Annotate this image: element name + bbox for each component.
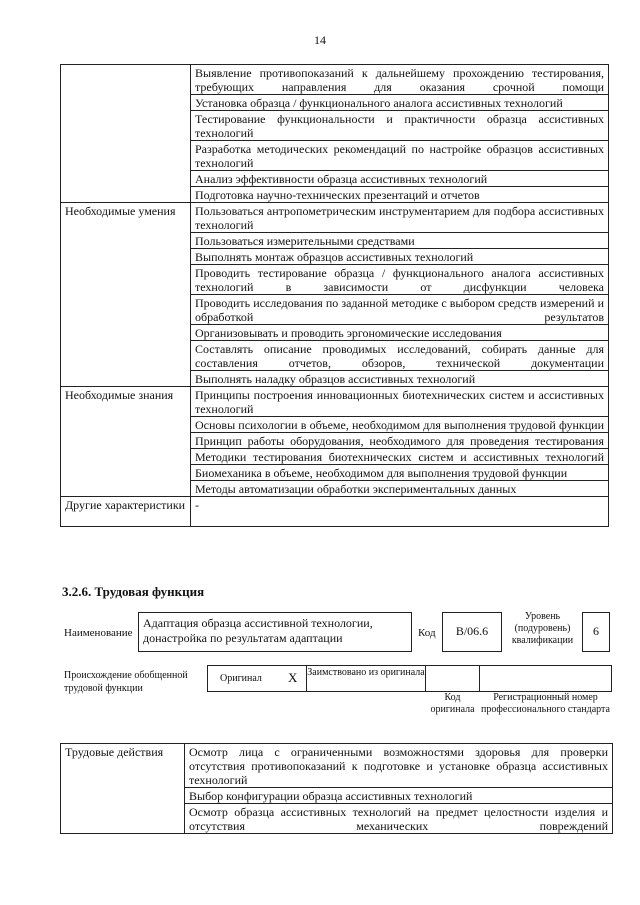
table-cell: Биомеханика в объеме, необходимом для выполнения трудовой функции [191, 465, 609, 481]
table-cell: Разработка методических рекомендаций по настройке образцов ассистивных технологий [191, 141, 609, 171]
original-label: Оригинал [220, 673, 262, 684]
table-cell: Принцип работы оборудования, необходимого для проведения тестирования [191, 433, 609, 449]
table-row [61, 65, 609, 95]
table-cell: Организовывать и проводить эргономические исследования [191, 325, 609, 341]
reg-number-label: Регистрационный номер профессионального стандарта [481, 692, 610, 715]
table-row [61, 497, 609, 527]
section-title: 3.2.6. Трудовая функция [62, 584, 205, 599]
original-box [207, 665, 307, 692]
skills-knowledge-table [60, 64, 609, 527]
origin-code-box [425, 665, 480, 692]
code-value-box: B/06.6 [442, 612, 502, 652]
table-cell: Пользоваться антропометрическим инструментарием для подбора ассистивных технологий [191, 203, 609, 233]
table-cell: Осмотр образца ассистивных технологий на предмет целостности изделия и отсутствия механических повреждений [185, 804, 613, 834]
table-cell: Основы психологии в объеме, необходимом для выполнения трудовой функции [191, 417, 609, 433]
table-cell: Методики тестирования биотехнических систем и ассистивных технологий [191, 449, 609, 465]
table-cell: Проводить исследования по заданной методике с выбором средств измерений и обработкой результатов [191, 295, 609, 325]
row-label-other: Другие характеристики [61, 497, 191, 527]
table-cell: Установка образца / функционального аналога ассистивных технологий [191, 95, 609, 111]
table-cell: Осмотр лица с ограниченными возможностями здоровья для проверки отсутствия противопоказаний к подготовке и установке образца ассистивных технологий [185, 744, 613, 788]
table-cell: Выявление противопоказаний к дальнейшему прохождению тестирования, требующих направления для оказания срочной помощи [191, 65, 609, 95]
table-row [61, 203, 609, 233]
original-mark: X [288, 670, 298, 685]
labor-actions-table [60, 743, 613, 834]
table-row [61, 387, 609, 417]
row-label-empty [61, 65, 191, 203]
level-label: Уровень (подуровень) квалификации [511, 611, 574, 646]
code-label: Код [418, 627, 436, 639]
row-label-knowledge: Необходимые знания [61, 387, 191, 497]
table-cell: - [191, 497, 609, 527]
name-label: Наименование [64, 627, 133, 639]
borrowed-box: Заимствовано из оригинала [306, 665, 426, 692]
table-cell: Составлять описание проводимых исследований, собирать данные для составления отчетов, обзоров, технической документации [191, 341, 609, 371]
table-row [61, 744, 613, 788]
table-cell: Подготовка научно-технических презентаций и отчетов [191, 187, 609, 203]
table-cell: Выполнять монтаж образцов ассистивных технологий [191, 249, 609, 265]
table-cell: Тестирование функциональности и практичности образца ассистивных технологий [191, 111, 609, 141]
table-cell: Выполнять наладку образцов ассистивных технологий [191, 371, 609, 387]
table-cell: Методы автоматизации обработки экспериментальных данных [191, 481, 609, 497]
table-cell: Проводить тестирование образца / функционального аналога ассистивных технологий в зависимости от дисфункции человека [191, 265, 609, 295]
level-value-box: 6 [582, 612, 610, 652]
table-cell: Анализ эффективности образца ассистивных технологий [191, 171, 609, 187]
origin-label: Происхождение обобщенной трудовой функции [64, 670, 188, 694]
row-label-actions: Трудовые действия [61, 744, 185, 834]
table-cell: Принципы построения инновационных биотехнических систем и ассистивных технологий [191, 387, 609, 417]
table-cell: Пользоваться измерительными средствами [191, 233, 609, 249]
function-name-box: Адаптация образца ассистивной технологии, донастройка по результатам адаптации [138, 612, 412, 652]
table-cell: Выбор конфигурации образца ассистивных технологий [185, 788, 613, 804]
row-label-skills: Необходимые умения [61, 203, 191, 387]
origin-code-label: Код оригинала [430, 692, 475, 715]
reg-number-box [479, 665, 612, 692]
page-number: 14 [314, 33, 326, 47]
